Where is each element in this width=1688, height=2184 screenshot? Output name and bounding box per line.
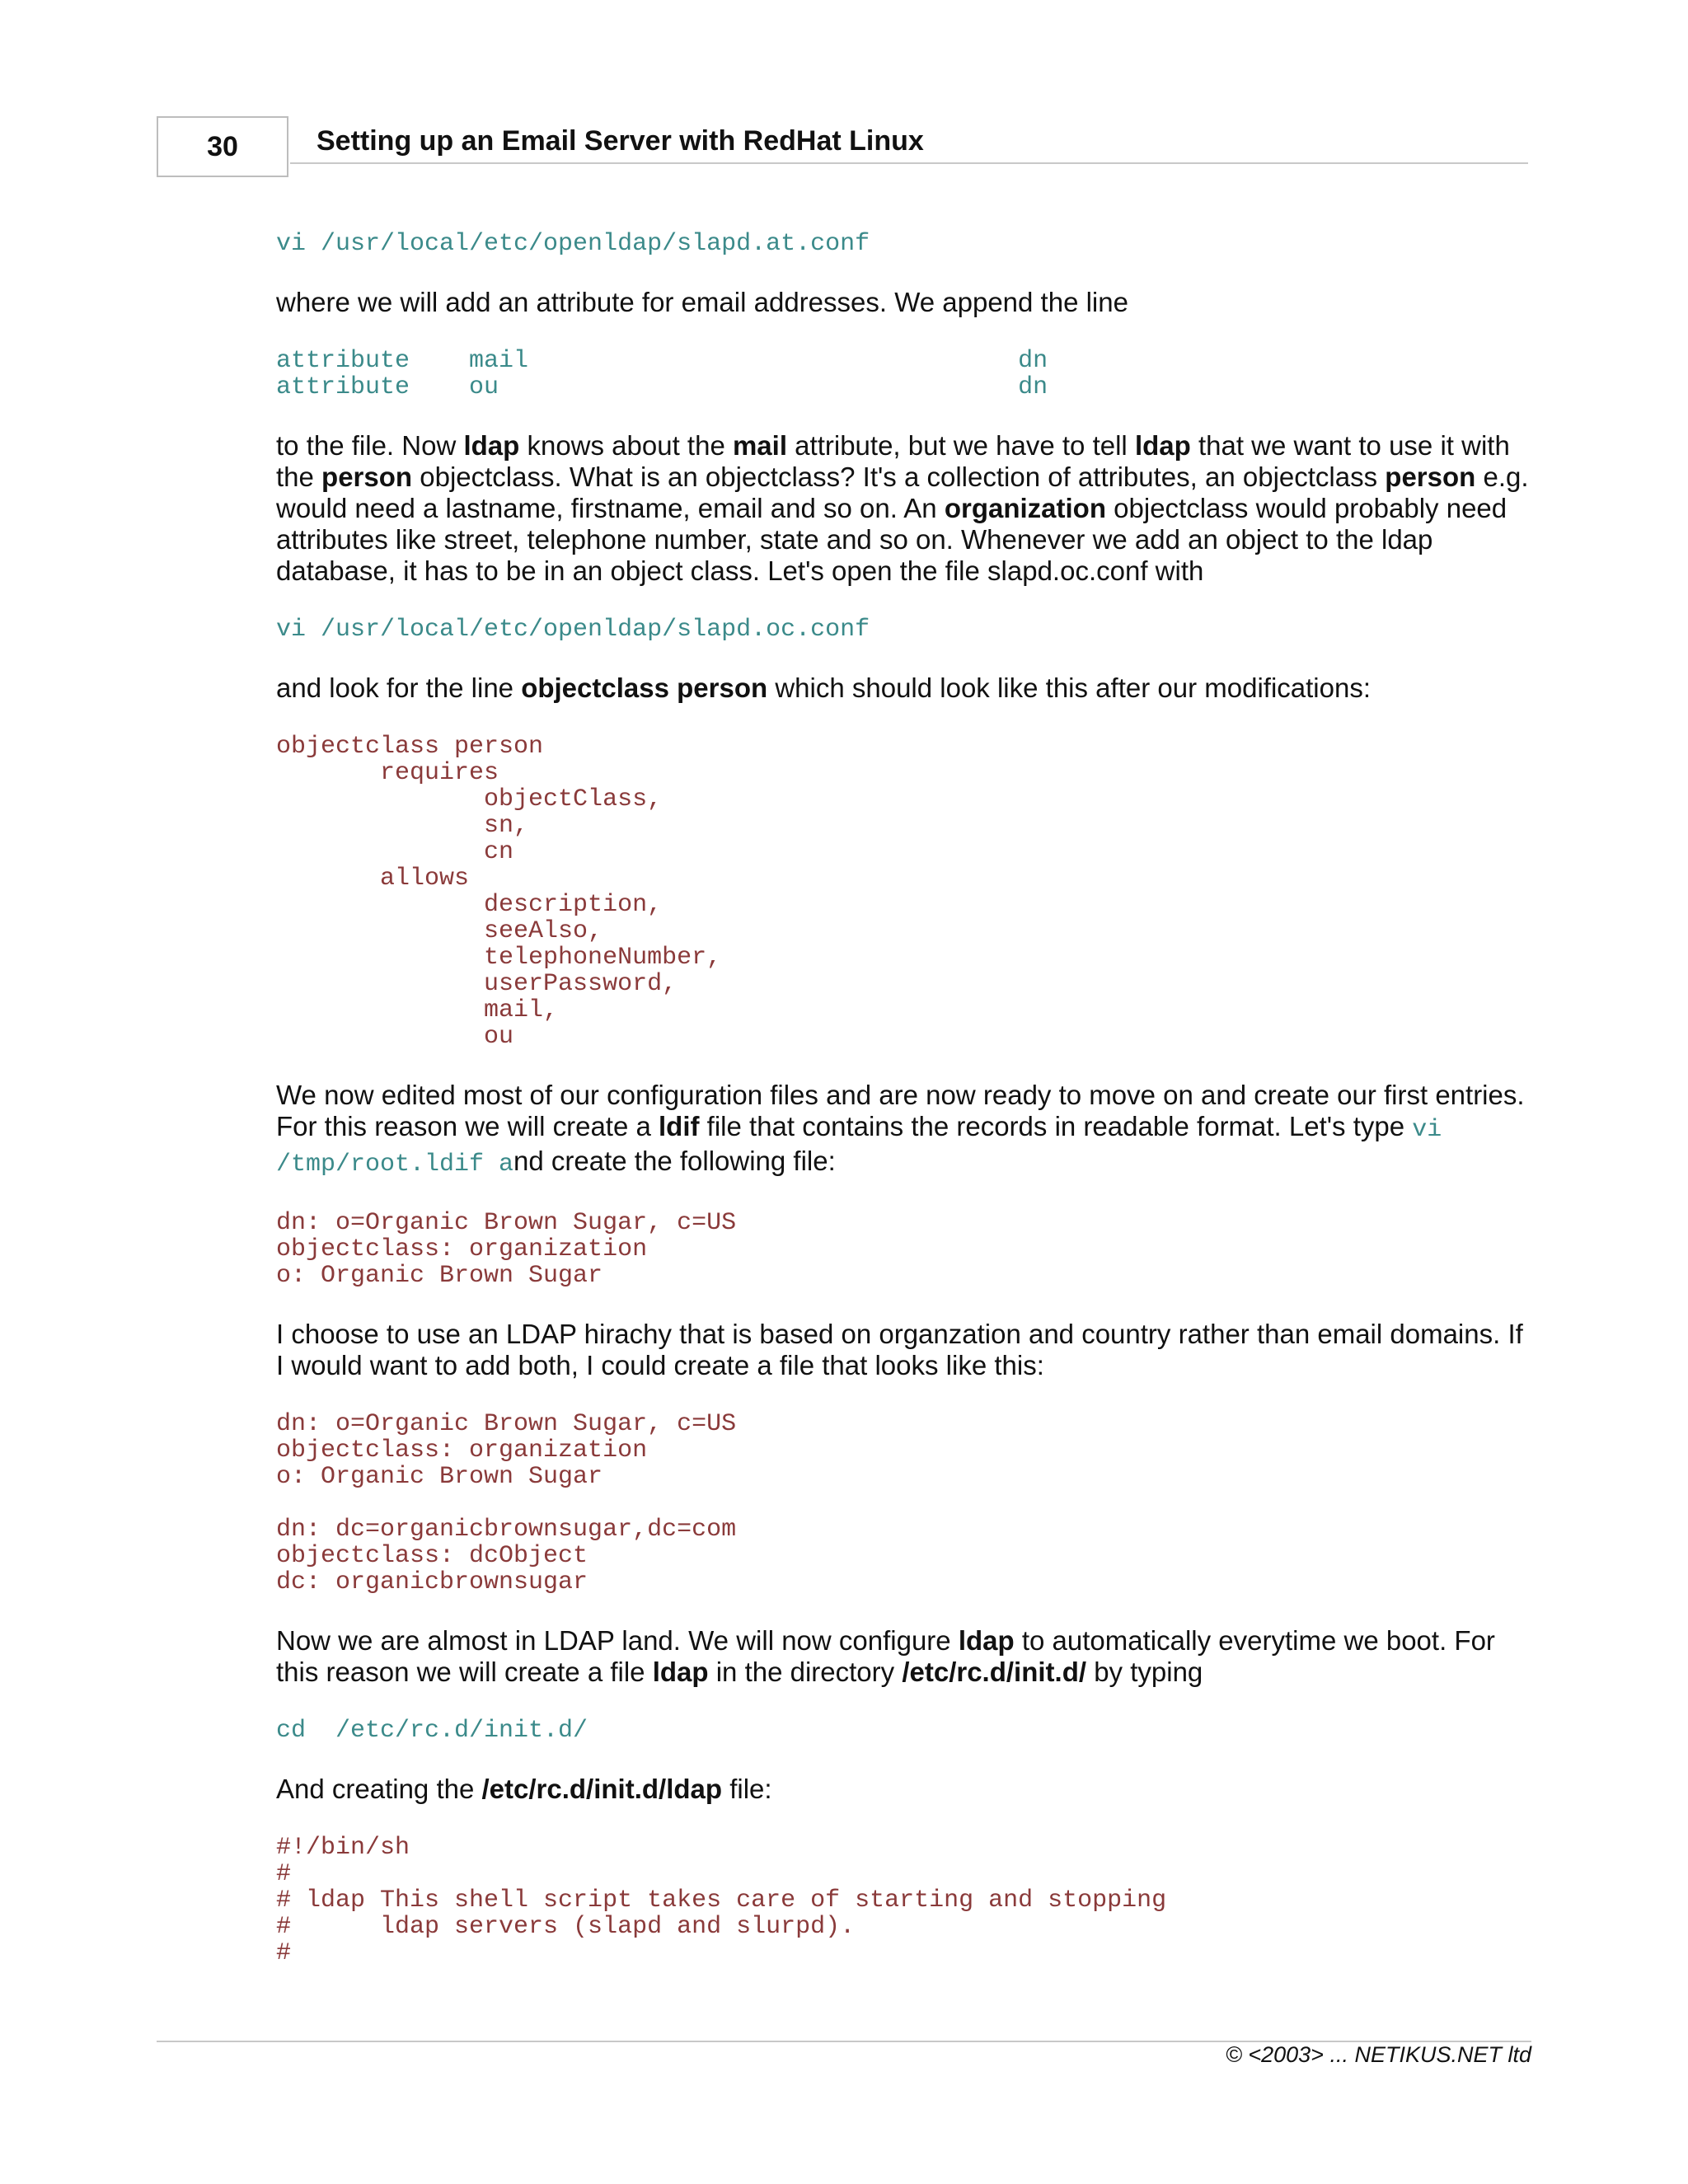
paragraph-objectclass: to the file. Now ldap knows about the mail attribute, but we have to tell ldap that we want to use it with the person objectclass. What is an objectclass? It's a collection of attributes, an objectclass person e.g. would need a lastname, firstname, email and so on. An organization objectclass would probably need attributes like street, telephone number, state and so on. Whenever we add an object to the ldap database, it has to be in an object class. Let's open the file slapd.oc.conf with [276,430,1529,586]
header-divider [290,162,1528,164]
paragraph-objectclass-person: and look for the line objectclass person which should look like this after our modifications: [276,673,1372,703]
code-block-slapd-oc: vi /usr/local/etc/openldap/slapd.oc.conf [276,616,870,644]
page-header-title: Setting up an Email Server with RedHat Linux [316,125,924,157]
footer-copyright: © <2003> ... NETIKUS.NET ltd [1225,2042,1531,2067]
paragraph-boot: Now we are almost in LDAP land. We will now configure ldap to automatically everytime we boot. For this reason we will create a file ldap in the directory /etc/rc.d/init.d/ by typing [276,1625,1495,1687]
code-block-cd: cd /etc/rc.d/init.d/ [276,1717,588,1745]
paragraph-ldif: We now edited most of our configuration files and are now ready to move on and create our first entries. For this reason we will create a ldif file that contains the records in readable format. Let's type vi /tmp/root.ldif and create the following file: [276,1080,1525,1179]
paragraph-hierarchy: I choose to use an LDAP hirachy that is based on organzation and country rather than email domains. If I would want to add both, I could create a file that looks like this: [276,1319,1523,1380]
code-block-root-ldif: dn: o=Organic Brown Sugar, c=US objectclass: organization o: Organic Brown Sugar [276,1209,737,1290]
code-block-slapd-at: vi /usr/local/etc/openldap/slapd.at.conf [276,230,870,258]
paragraph-create-ldap-file: And creating the /etc/rc.d/init.d/ldap file: [276,1774,772,1804]
code-block-both-ldif: dn: o=Organic Brown Sugar, c=US objectclass: organization o: Organic Brown Sugar dn: dc=organicbrownsugar,dc=com objectclass: dcObject dc: organicbrownsugar [276,1410,737,1596]
page-number: 30 [157,116,288,177]
paragraph-append-line: where we will add an attribute for email addresses. We append the line [276,287,1128,317]
code-block-objectclass-person: objectclass person requires objectClass, sn, cn allows description, seeAlso, telephoneNumber, userPassword, mail, ou [276,733,722,1051]
code-block-attributes: attribute mail dn attribute ou dn [276,347,1048,401]
page-content [276,231,1533,1996]
code-block-shell-script: #!/bin/sh # # ldap This shell script takes care of starting and stopping # ldap servers (slapd and slurpd). # [276,1834,1167,1967]
